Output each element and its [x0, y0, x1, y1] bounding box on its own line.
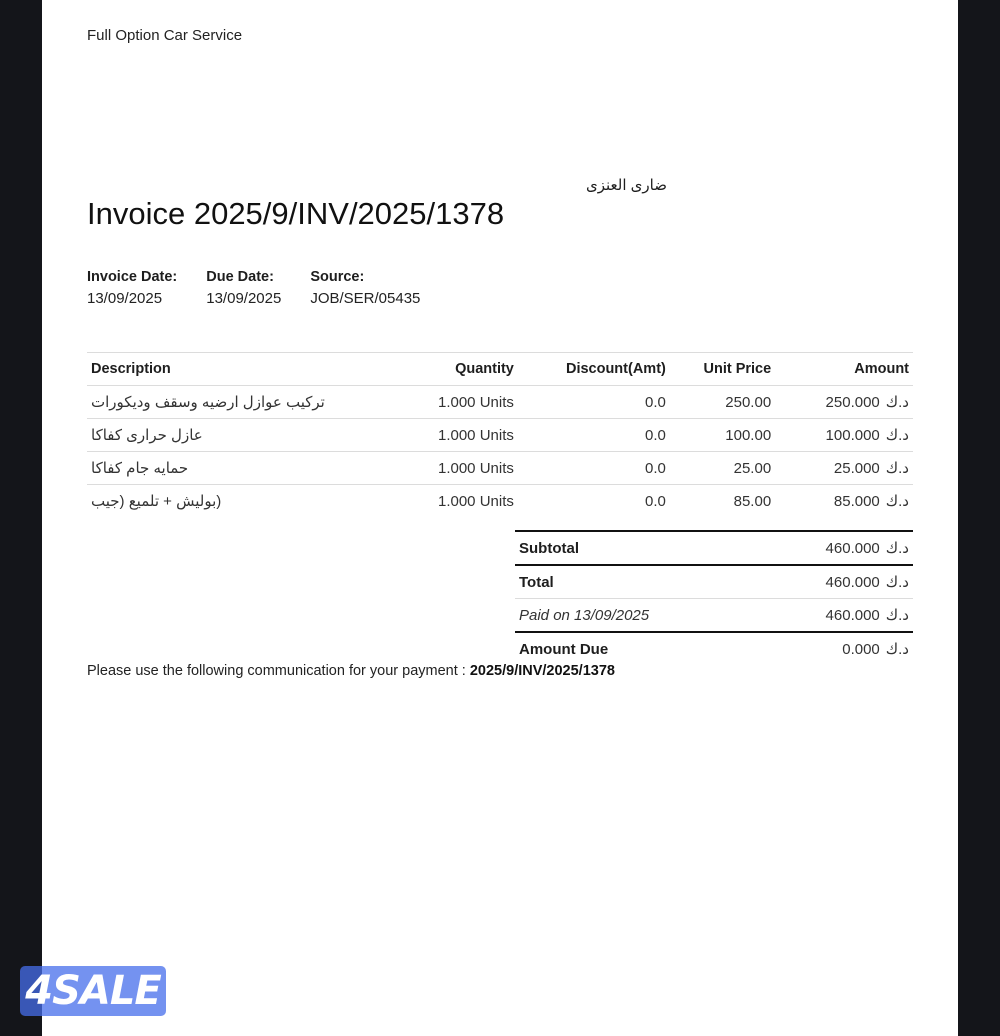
header-discount: Discount(Amt): [518, 353, 670, 386]
line-discount: 0.0: [518, 452, 670, 485]
paid-label: Paid on 13/09/2025: [515, 599, 754, 633]
invoice-page: [42, 0, 958, 1036]
source-value: JOB/SER/05435: [310, 290, 421, 307]
payment-reference: 2025/9/INV/2025/1378: [469, 663, 615, 679]
line-quantity: 1.000 Units: [404, 386, 518, 419]
currency-symbol: د.ك: [885, 493, 909, 510]
4sale-watermark-logo: 4SALE: [20, 966, 166, 1016]
paid-value: 460.000 د.ك: [754, 599, 913, 633]
communication-text: Please use the following communication for your payment :: [87, 663, 470, 679]
amount-due-value: 0.000 د.ك: [754, 632, 913, 665]
line-discount: 0.0: [518, 485, 670, 518]
amount-due-row: [515, 632, 913, 665]
line-description: عازل حرارى كفاكا: [87, 419, 404, 452]
line-quantity: 1.000 Units: [404, 485, 518, 518]
invoice-title: Invoice 2025/9/INV/2025/1378: [87, 196, 505, 231]
header-amount: Amount: [775, 353, 913, 386]
paid-row: [515, 599, 913, 633]
table-row: [87, 485, 913, 518]
table-row: [87, 452, 913, 485]
total-row: [515, 565, 913, 599]
invoice-date-label: Invoice Date:: [87, 269, 178, 285]
due-date-field: [206, 268, 281, 311]
total-value: 460.000 د.ك: [754, 565, 913, 599]
due-date-label: Due Date:: [206, 269, 274, 285]
currency-symbol: د.ك: [885, 460, 909, 477]
line-description: (بوليش + تلميع (جيب: [87, 485, 404, 518]
line-discount: 0.0: [518, 419, 670, 452]
company-name: Full Option Car Service: [87, 27, 243, 44]
line-unit-price: 100.00: [670, 419, 775, 452]
currency-symbol: د.ك: [885, 540, 909, 557]
line-unit-price: 85.00: [670, 485, 775, 518]
totals-table: [515, 530, 913, 665]
header-quantity: Quantity: [404, 353, 518, 386]
payment-communication: [87, 663, 615, 679]
line-description: تركيب عوازل ارضيه وسقف وديكورات: [87, 386, 404, 419]
currency-symbol: د.ك: [885, 607, 909, 624]
line-amount: 85.000 د.ك: [775, 485, 913, 518]
due-date-value: 13/09/2025: [206, 290, 282, 307]
line-quantity: 1.000 Units: [404, 452, 518, 485]
invoice-lines-table: [87, 352, 913, 517]
subtotal-row: [515, 531, 913, 565]
header-unit-price: Unit Price: [670, 353, 775, 386]
table-row: [87, 419, 913, 452]
table-row: [87, 386, 913, 419]
invoice-date-value: 13/09/2025: [87, 290, 163, 307]
total-label: Total: [515, 565, 754, 599]
customer-name: ضارى العنزى: [586, 177, 667, 194]
line-amount: 100.000 د.ك: [775, 419, 913, 452]
currency-symbol: د.ك: [885, 574, 909, 591]
line-discount: 0.0: [518, 386, 670, 419]
line-description: حمايه جام كفاكا: [87, 452, 404, 485]
subtotal-label: Subtotal: [515, 531, 754, 565]
table-header-row: [87, 353, 913, 386]
amount-due-label: Amount Due: [515, 632, 754, 665]
invoice-date-field: [87, 268, 177, 311]
line-amount: 250.000 د.ك: [775, 386, 913, 419]
line-quantity: 1.000 Units: [404, 419, 518, 452]
source-field: [310, 268, 420, 311]
currency-symbol: د.ك: [885, 427, 909, 444]
line-amount: 25.000 د.ك: [775, 452, 913, 485]
line-unit-price: 250.00: [670, 386, 775, 419]
invoice-info: [87, 268, 449, 311]
header-description: Description: [87, 353, 404, 386]
subtotal-value: 460.000 د.ك: [754, 531, 913, 565]
source-label: Source:: [310, 269, 365, 285]
currency-symbol: د.ك: [885, 394, 909, 411]
currency-symbol: د.ك: [885, 641, 909, 658]
line-unit-price: 25.00: [670, 452, 775, 485]
